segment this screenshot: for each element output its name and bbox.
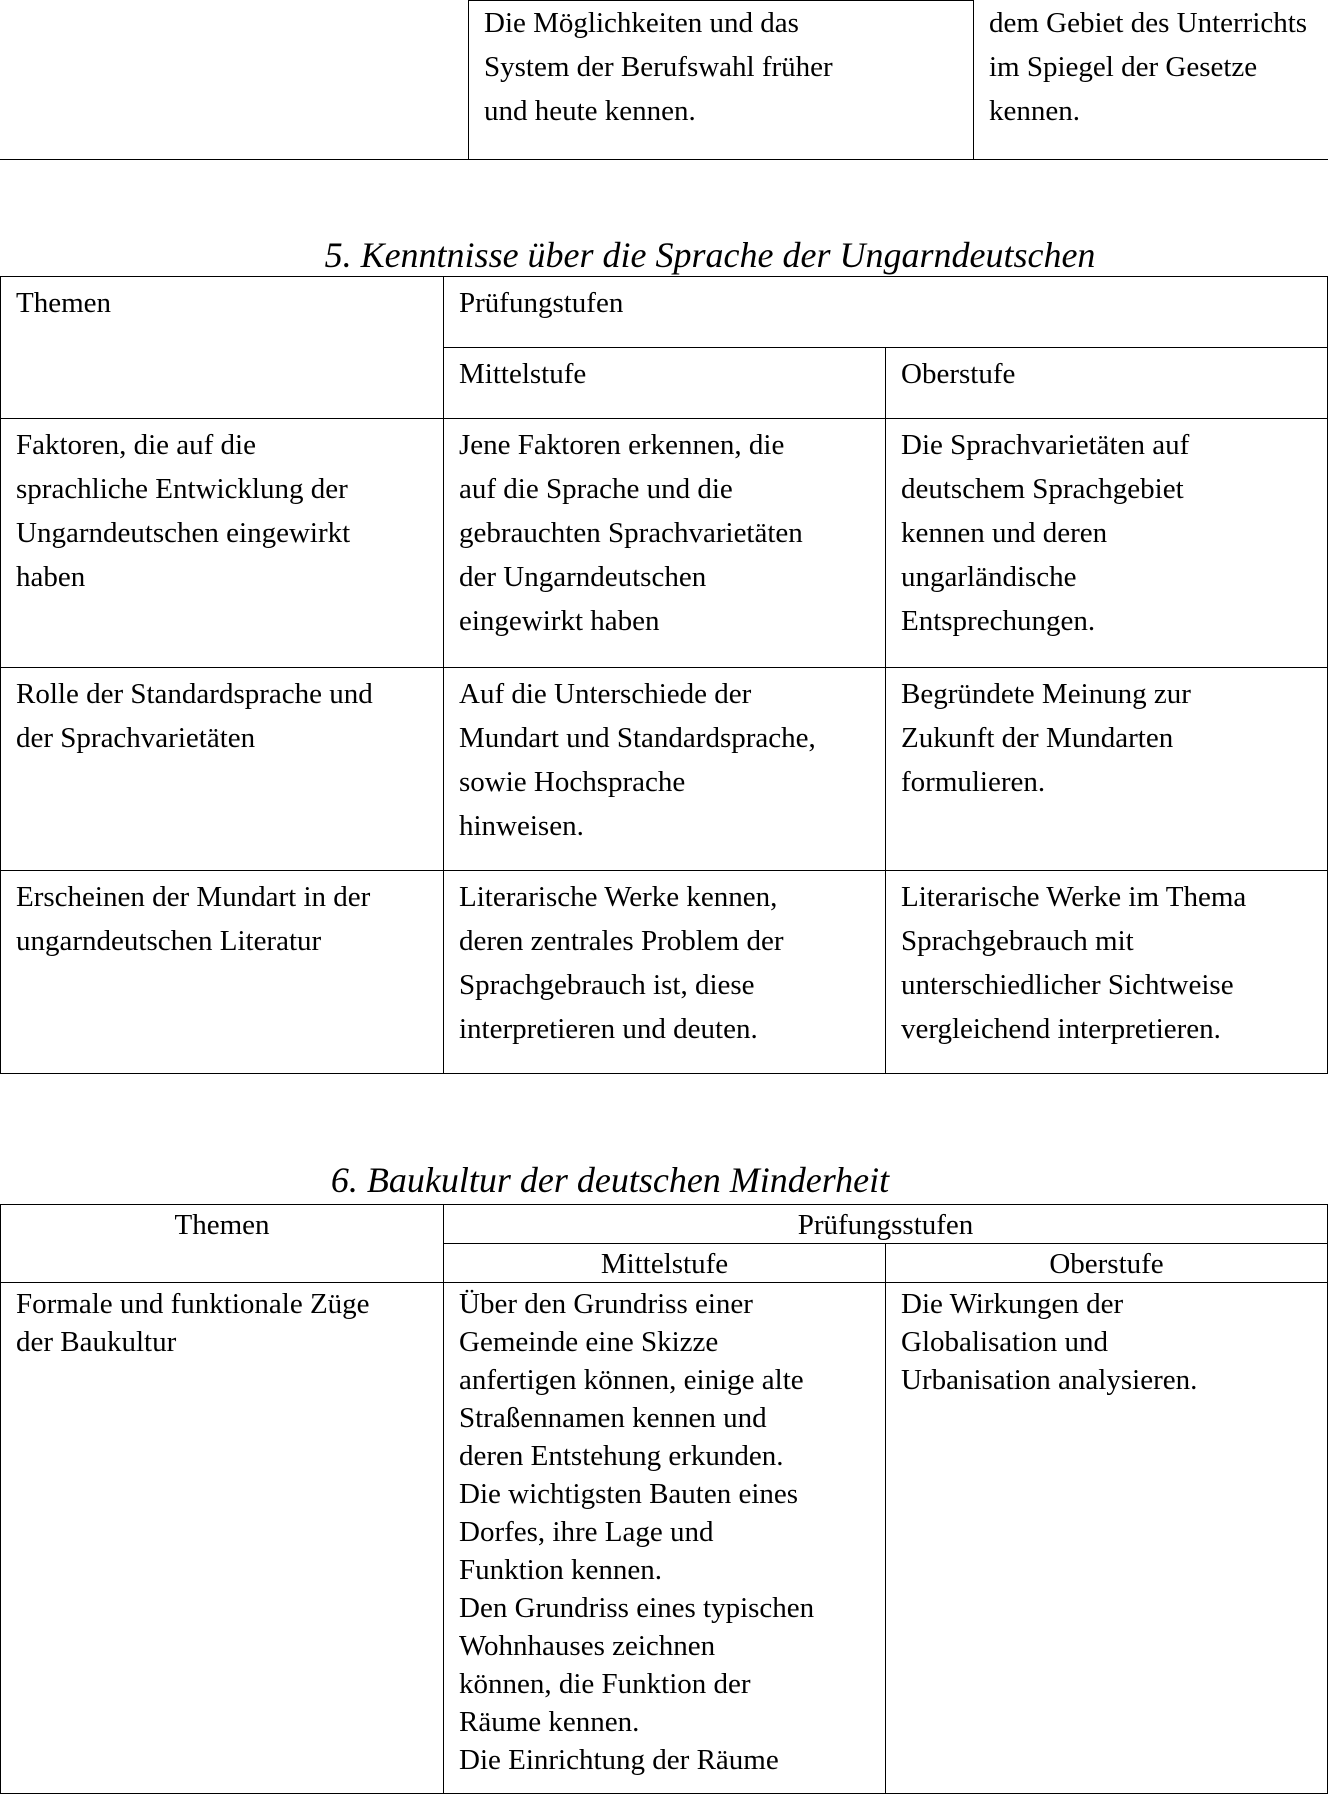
cell-oberstufe [886,419,1328,668]
cell-mittelstufe [444,871,886,1074]
cell-oberstufe [886,668,1328,871]
table-row [1,1283,1328,1794]
cell-line: anfertigen können, einige alte [459,1364,804,1396]
cell-line: Zukunft der Mundarten [901,722,1174,754]
cell-line: Die Möglichkeiten und das [484,7,799,39]
cell-line: Ungarndeutschen eingewirkt [16,517,351,549]
cell-line: Wohnhauses zeichnen [459,1630,716,1662]
cell-mittelstufe [444,419,886,668]
cell-line: ungarndeutschen Literatur [16,925,322,957]
cell-line: Sprachgebrauch ist, diese [459,969,755,1001]
table-row [1,419,1328,668]
header-mittelstufe: Mittelstufe [444,1244,886,1283]
table-cell-oberstufe [974,1,1329,160]
cell-line: der Sprachvarietäten [16,722,256,754]
cell-mittelstufe [444,1283,886,1794]
cell-line: System der Berufswahl früher [484,51,833,83]
cell-line: hinweisen. [459,810,584,842]
cell-line: Gemeinde eine Skizze [459,1326,719,1358]
cell-line: kennen. [989,94,1080,127]
table-row [0,1,1328,160]
cell-thema [1,871,444,1074]
cell-line: kennen und deren [901,517,1108,549]
cell-line: im Spiegel der Gesetze [989,50,1258,83]
cell-line: deutschem Sprachgebiet [901,473,1184,505]
cell-line: der Ungarndeutschen [459,561,707,593]
cell-line: sprachliche Entwicklung der [16,473,348,505]
cell-line: eingewirkt haben [459,605,660,637]
cell-line: Mundart und Standardsprache, [459,722,816,754]
header-row [1,1205,1328,1244]
header-oberstufe: Oberstufe [886,1244,1328,1283]
table-cell-mittelstufe [469,1,974,160]
cell-line: Die Einrichtung der Räume [459,1744,779,1776]
cell-thema [1,1283,444,1794]
cell-line: interpretieren und deuten. [459,1013,758,1045]
cell-line: ungarländische [901,561,1077,593]
cell-line: Literarische Werke im Thema [901,881,1247,913]
cell-line: Auf die Unterschiede der [459,678,752,710]
cell-oberstufe [886,871,1328,1074]
section-5-table [0,276,1328,1074]
cell-line: Begründete Meinung zur [901,678,1191,710]
cell-line: Über den Grundriss einer [459,1288,753,1320]
cell-line: formulieren. [901,766,1046,798]
cell-line: unterschiedlicher Sichtweise [901,969,1234,1001]
cell-line: Den Grundriss eines typischen [459,1592,815,1624]
cell-line: deren zentrales Problem der [459,925,784,957]
header-row [1,277,1328,348]
cell-line: Entsprechungen. [901,605,1096,637]
cell-mittelstufe [444,668,886,871]
cell-line: haben [16,561,86,593]
cell-line: deren Entstehung erkunden. [459,1440,784,1472]
cell-line: Straßennamen kennen und [459,1402,767,1434]
cell-line: Urbanisation analysieren. [901,1364,1198,1396]
cell-line: Rolle der Standardsprache und [16,678,373,710]
section-6-heading: 6. Baukultur der deutschen Minderheit [330,1160,890,1200]
cell-line: können, die Funktion der [459,1668,751,1700]
table-row [1,871,1328,1074]
cell-line: dem Gebiet des Unterrichts [989,6,1308,39]
header-oberstufe: Oberstufe [886,348,1328,419]
cell-line: der Baukultur [16,1326,177,1358]
cell-line: Erscheinen der Mundart in der [16,881,371,913]
section-6-table [0,1204,1328,1794]
cell-line: Die Wirkungen der [901,1288,1124,1320]
header-themen: Themen [1,277,444,419]
header-pruefungsstufen: Prüfungstufen [444,277,1328,348]
header-themen: Themen [1,1205,444,1283]
section-5-heading: 5. Kenntnisse über die Sprache der Ungarndeutschen [324,235,1096,275]
cell-line: Formale und funktionale Züge [16,1288,370,1320]
cell-line: gebrauchten Sprachvarietäten [459,517,803,549]
table-cell-empty [0,1,469,160]
cell-line: und heute kennen. [484,95,696,127]
cell-thema [1,668,444,871]
cell-line: vergleichend interpretieren. [901,1013,1221,1045]
header-mittelstufe: Mittelstufe [444,348,886,419]
cell-oberstufe [886,1283,1328,1794]
cell-line: Räume kennen. [459,1706,640,1738]
header-pruefungsstufen: Prüfungsstufen [444,1205,1328,1244]
cell-line: sowie Hochsprache [459,766,686,798]
cell-line: Literarische Werke kennen, [459,881,778,913]
cell-line: Jene Faktoren erkennen, die [459,429,785,461]
cell-line: Sprachgebrauch mit [901,925,1134,957]
cell-line: Globalisation und [901,1326,1109,1358]
cell-line: Die Sprachvarietäten auf [901,429,1190,461]
cell-thema [1,419,444,668]
table-row [1,668,1328,871]
cell-line: auf die Sprache und die [459,473,733,505]
continuation-table [0,0,1328,160]
cell-line: Die wichtigsten Bauten eines [459,1478,799,1510]
cell-line: Funktion kennen. [459,1554,662,1586]
cell-line: Faktoren, die auf die [16,429,256,461]
cell-line: Dorfes, ihre Lage und [459,1516,714,1548]
